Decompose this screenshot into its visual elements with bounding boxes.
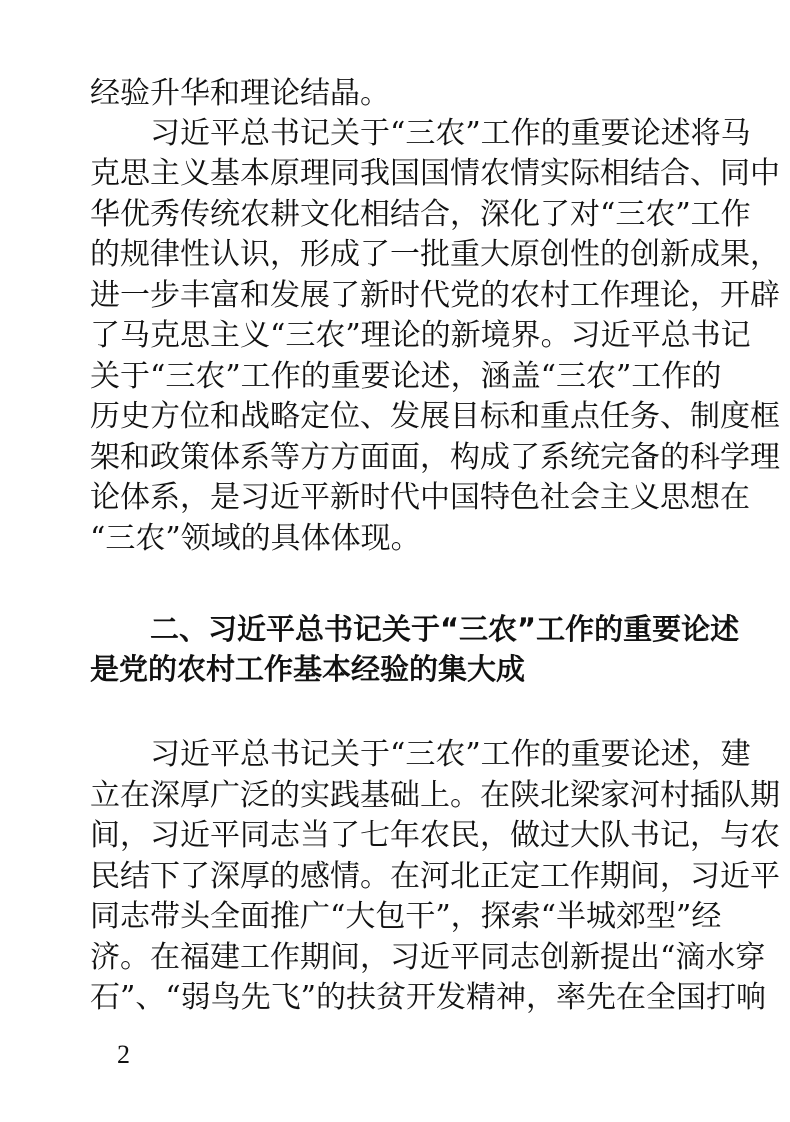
paragraph-3-line: 石”、“弱鸟先飞”的扶贫开发精神，率先在全国打响: [90, 980, 767, 1015]
page-number: 2: [117, 1040, 130, 1069]
paragraph-2-line: 习近平总书记关于“三农”工作的重要论述将马: [150, 116, 751, 151]
paragraph-2-line: “三农”领域的具体体现。: [90, 521, 421, 556]
section-heading-line: 是党的农村工作基本经验的集大成: [90, 652, 526, 686]
section-heading-line: 二、习近平总书记关于“三农”工作的重要论述: [150, 612, 740, 646]
paragraph-2-line: 架和政策体系等方方面面，构成了系统完备的科学理: [90, 440, 780, 475]
paragraph-2-line: 关于“三农”工作的重要论述，涵盖“三农”工作的: [90, 359, 722, 394]
paragraph-2-line: 华优秀传统农耕文化相结合，深化了对“三农”工作: [90, 197, 751, 232]
paragraph-3-line: 民结下了深厚的感情。在河北正定工作期间，习近平: [90, 859, 780, 894]
paragraph-2-line: 了马克思主义“三农”理论的新境界。习近平总书记: [90, 318, 751, 353]
paragraph-2-line: 历史方位和战略定位、发展目标和重点任务、制度框: [90, 399, 780, 434]
paragraph-2-line: 克思主义基本原理同我国国情农情实际相结合、同中: [90, 156, 780, 191]
paragraph-2-line: 进一步丰富和发展了新时代党的农村工作理论，开辟: [90, 278, 780, 313]
paragraph-3-line: 济。在福建工作期间，习近平同志创新提出“滴水穿: [90, 940, 766, 975]
paragraph-3-line: 习近平总书记关于“三农”工作的重要论述，建: [150, 737, 751, 772]
paragraph-3-line: 立在深厚广泛的实践基础上。在陕北梁家河村插队期: [90, 778, 780, 813]
paragraph-3-line: 同志带头全面推广“大包干”，探索“半城郊型”经: [90, 899, 722, 934]
paragraph-3-line: 间，习近平同志当了七年农民，做过大队书记，与农: [90, 818, 780, 853]
paragraph-2-line: 论体系，是习近平新时代中国特色社会主义思想在: [90, 480, 750, 515]
paragraph-2-line: 的规律性认识，形成了一批重大原创性的创新成果，: [90, 237, 780, 272]
paragraph-1-line: 经验升华和理论结晶。: [90, 76, 390, 111]
